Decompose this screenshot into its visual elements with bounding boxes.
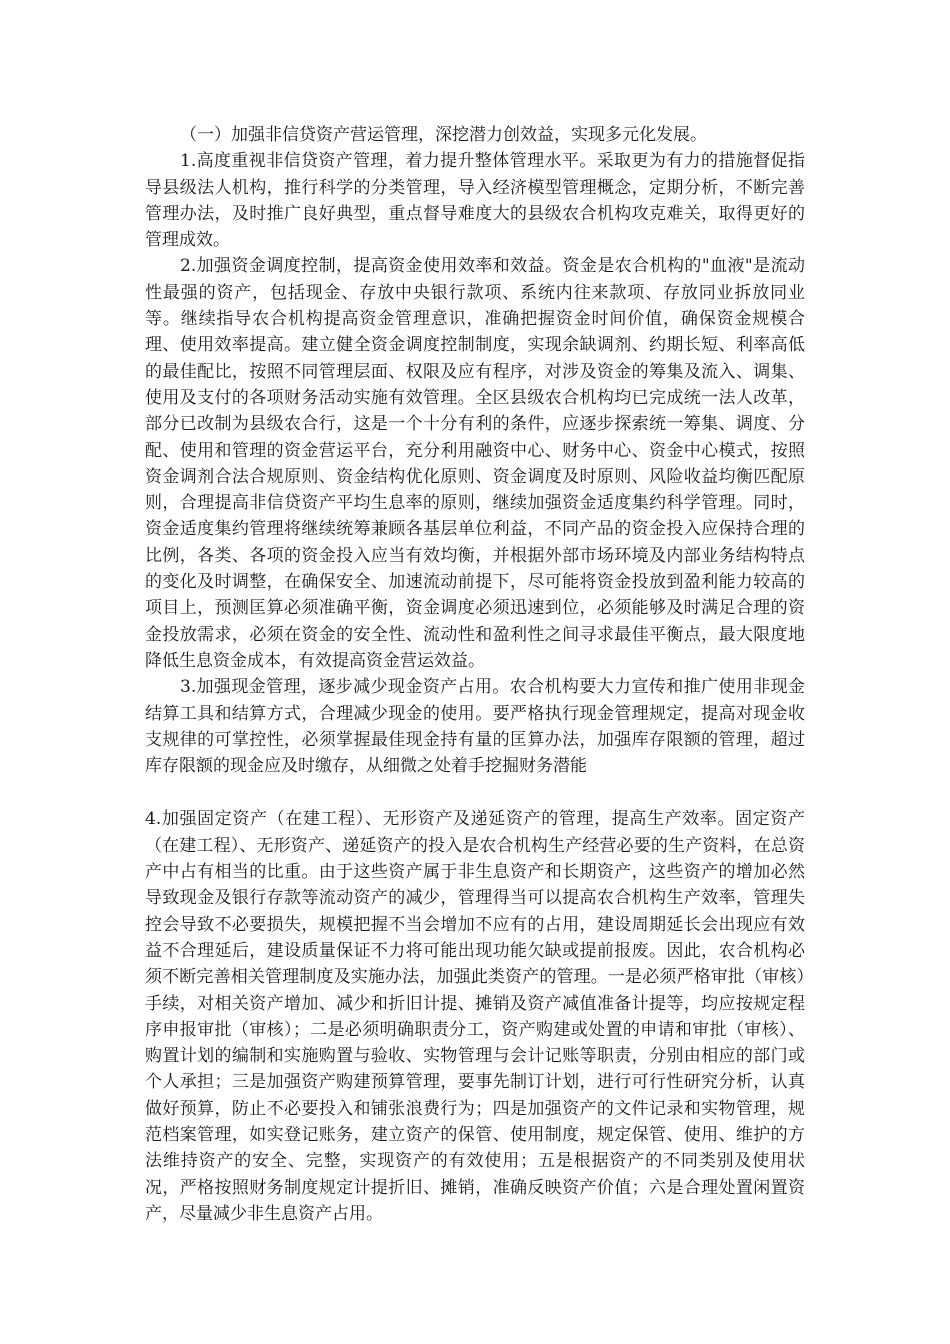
paragraph-gap — [145, 779, 805, 806]
paragraph-2: 2.加强资金调度控制，提高资金使用效率和效益。资金是农合机构的"血液"是流动性最强的资产，包括现金、存放中央银行款项、系统内往来款项、存放同业拆放同业等。继续指导农合机构提高资金管理意识，准确把握资金时间价值，确保资金规模合理、使用效率提高。建立健全资金调度控制制度，实现余缺调剂、约期长短、利率高低的最佳配比，按照不同管理层面、权限及应有程序，对涉及资金的筹集及流入、调集、使用及支付的各项财务活动实施有效管理。全区县级农合机构均已完成统一法人改革，部分已改制为县级农合行，这是一个十分有利的条件，应逐步探索统一筹集、调度、分配、使用和管理的资金营运平台，充分利用融资中心、财务中心、资金中心模式，按照资金调剂合法合规原则、资金结构优化原则、资金调度及时原则、风险收益均衡匹配原则，合理提高非信贷资产平均生息率的原则，继续加强资金适度集约科学管理。同时，资金适度集约管理将继续统筹兼顾各基层单位利益，不同产品的资金投入应保持合理的比例，各类、各项的资金投入应当有效均衡，并根据外部市场环境及内部业务结构特点的变化及时调整，在确保安全、加速流动前提下，尽可能将资金投放到盈利能力较高的项目上，预测匡算必须准确平衡，资金调度必须迅速到位，必须能够及时满足合理的资金投放需求，必须在资金的安全性、流动性和盈利性之间寻求最佳平衡点，最大限度地降低生息资金成本，有效提高资金营运效益。 — [145, 256, 805, 671]
paragraph-4: 4.加强固定资产（在建工程）、无形资产及递延资产的管理，提高生产效率。固定资产（在建工程）、无形资产、递延资产的投入是农合机构生产经营必要的生产资料，在总资产中占有相当的比重。由于这些资产属于非生息资产和长期资产，这些资产的增加必然导致现金及银行存款等流动资产的减少，管理得当可以提高农合机构生产效率，管理失控会导致不必要损失，规模把握不当会增加不应有的占用，建设周期延长会出现应有效益不合理延后，建设质量保证不力将可能出现功能欠缺或提前报废。因此，农合机构必须不断完善相关管理制度及实施办法，加强此类资产的管理。一是必须严格审批（审核）手续，对相关资产增加、减少和折旧计提、摊销及资产减值准备计提等，均应按规定程序申报审批（审核）；二是必须明确职责分工，资产购建或处置的申请和审批（审核）、购置计划的编制和实施购置与验收、实物管理与会计记账等职责，分别由相应的部门或个人承担；三是加强资产购建预算管理，要事先制订计划，进行可行性研究分析，认真做好预算，防止不必要投入和铺张浪费行为；四是加强资产的文件记录和实物管理，规范档案管理，如实登记账务，建立资产的保管、使用制度，规定保管、使用、维护的方法维持资产的安全、完整，实现资产的有效使用；五是根据资产的不同类别及使用状况，严格按照财务制度规定计提折旧、摊销，准确反映资产价值；六是合理处置闲置资产，尽量减少非生息资产占用。 — [145, 809, 805, 1224]
document-page — [145, 122, 805, 1227]
section-heading: （一）加强非信贷资产营运管理，深挖潜力创效益，实现多元化发展。 — [180, 125, 707, 145]
paragraph-1: 1.高度重视非信贷资产管理，着力提升整体管理水平。采取更为有力的措施督促指导县级法人机构，推行科学的分类管理，导入经济模型管理概念，定期分析，不断完善管理办法，及时推广良好典型，重点督导难度大的县级农合机构攻克难关，取得更好的管理成效。 — [145, 151, 805, 251]
paragraph-3: 3.加强现金管理，逐步减少现金资产占用。农合机构要大力宣传和推广使用非现金结算工具和结算方式，合理减少现金的使用。要严格执行现金管理规定，提高对现金收支规律的可掌控性，必须掌握最佳现金持有量的匡算办法，加强库存限额的管理，超过库存限额的现金应及时缴存，从细微之处着手挖掘财务潜能 — [145, 677, 805, 777]
